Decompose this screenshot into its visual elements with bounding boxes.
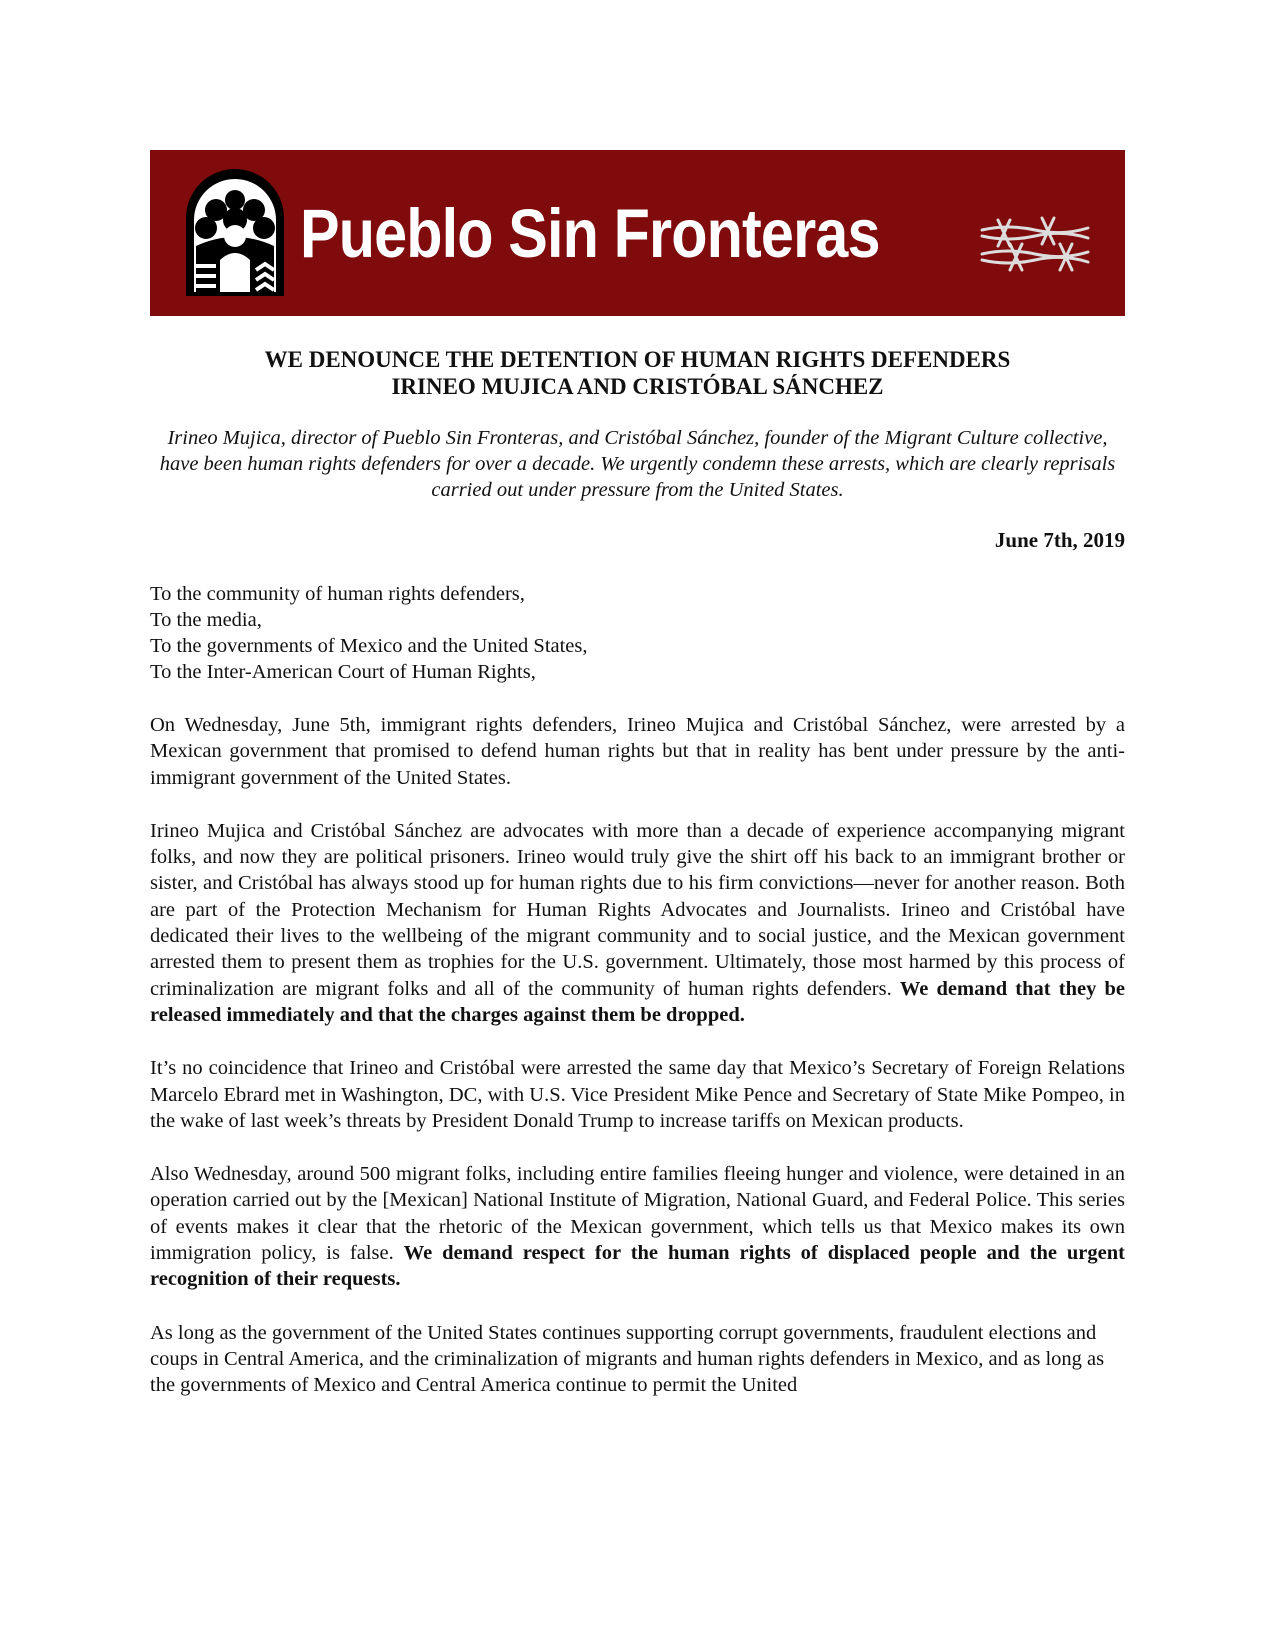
salutation-line: To the media,: [150, 609, 262, 631]
barbed-wire-icon: [980, 210, 1090, 276]
document-page: [150, 150, 1125, 1399]
body-paragraph: [150, 1320, 1125, 1399]
title-line-2: IRINEO MUJICA AND CRISTÓBAL SÁNCHEZ: [391, 374, 884, 399]
header-banner: [150, 150, 1125, 316]
body-paragraph: [150, 1055, 1125, 1134]
paragraph-text: As long as the government of the United States continues supporting corrupt governments, fraudulent elections and coups in Central America, and the criminalization of migrants and human rights defenders in Mexico, and as long as the governments of Mexico and Central America continue to permit the United: [150, 1321, 1105, 1397]
document-title: [150, 346, 1125, 400]
document-date: June 7th, 2019: [994, 528, 1125, 552]
body-paragraph: [150, 712, 1125, 791]
paragraph-text: It’s no coincidence that Irineo and Cristóbal were arrested the same day that Mexico’s Secretary of Foreign Relations Marcelo Ebrard met in Washington, DC, with U.S. Vice President Mike Pence and Secretary of State Mike Pompeo, in the wake of last week’s threats by President Donald Trump to increase tariffs on Mexican products.: [150, 1057, 1125, 1132]
body-paragraph: [150, 818, 1125, 1028]
paragraph-demand: We demand respect for the human rights of displaced people and the urgent recognition of their requests.: [150, 1242, 1125, 1291]
salutation-line: To the governments of Mexico and the United States,: [150, 635, 588, 657]
body-paragraph: [150, 1161, 1125, 1292]
paragraph-text: Irineo Mujica and Cristóbal Sánchez are advocates with more than a decade of experience accompanying migrant folks, and now they are political prisoners. Irineo would truly give the shirt off his back to an immigrant brother or sister, and Cristóbal has always stood up for human rights due to his firm convictions—never for another reason. Both are part of the Protection Mechanism for Human Rights Advocates and Journalists. Irineo and Cristóbal have dedicated their lives to the wellbeing of the migrant community and to social justice, and the Mexican government arrested them to present them as trophies for the U.S. government. Ultimately, those most harmed by this process of criminalization are migrant folks and all of the community of human rights defenders.: [150, 819, 1125, 1000]
title-line-1: WE DENOUNCE THE DETENTION OF HUMAN RIGHTS DEFENDERS: [264, 347, 1011, 372]
salutation-line: To the Inter-American Court of Human Rights,: [150, 661, 536, 683]
paragraph-demand: We demand that they be released immediately and that the charges against them be dropped.: [150, 977, 1125, 1026]
salutation-line: To the community of human rights defenders,: [150, 583, 525, 605]
document-subtitle: Irineo Mujica, director of Pueblo Sin Fronteras, and Cristóbal Sánchez, founder of the Migrant Culture collective, have been human rights defenders for over a decade. We urgently condemn these arrests, which are clearly reprisals carried out under pressure from the United States.: [159, 427, 1116, 501]
salutation: [150, 581, 1125, 685]
pueblo-sin-fronteras-logo: [182, 168, 288, 296]
organization-name: Pueblo Sin Fronteras: [300, 195, 880, 272]
paragraph-text: On Wednesday, June 5th, immigrant rights defenders, Irineo Mujica and Cristóbal Sánchez, were arrested by a Mexican government that promised to defend human rights but that in reality has bent under pressure by the anti-immigrant government of the United States.: [150, 714, 1125, 789]
paragraph-text: Also Wednesday, around 500 migrant folks, including entire families fleeing hunger and violence, were detained in an operation carried out by the [Mexican] National Institute of Migration, National Guard, and Federal Police. This series of events makes it clear that the rhetoric of the Mexican government, which tells us that Mexico makes its own immigration policy, is false.: [150, 1163, 1125, 1265]
